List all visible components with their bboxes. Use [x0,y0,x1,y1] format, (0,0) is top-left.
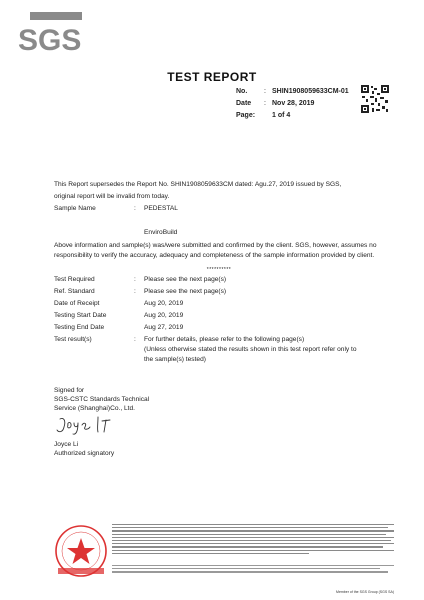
official-seal-icon [54,524,108,578]
test-required-value: Please see the next page(s) [144,276,227,283]
testing-start-label: Testing Start Date [54,312,107,319]
signatory-name: Joyce Li [54,441,79,448]
testing-end-row [54,323,384,333]
terms-fine-print [112,524,394,556]
sample-name-label: Sample Name [54,205,96,212]
testing-start-value: Aug 20, 2019 [144,312,184,319]
test-required-row: Test Required : Please see the next page(s) [54,275,384,285]
report-title: TEST REPORT [167,70,257,84]
date-receipt-value: Aug 20, 2019 [144,300,184,307]
sample-name-value: PEDESTAL [144,205,178,212]
report-no-value: SHIN1908059633CM-01 [272,88,349,95]
address-lines [112,565,394,573]
date-receipt-label: Date of Receipt [54,300,100,307]
report-date-value: Nov 28, 2019 [272,100,315,107]
date-receipt-row [54,299,384,309]
footer [54,520,394,594]
client-name: EnviroBuild [144,229,178,236]
qr-code-icon [360,84,390,114]
signature-company-line-1: SGS-CSTC Standards Technical [54,396,150,403]
test-result-line-2: (Unless otherwise stated the results shown in this test report refer only to [144,346,357,353]
testing-end-label: Testing End Date [54,324,105,331]
test-result-line-1: For further details, please refer to the following page(s) [144,336,305,343]
disclaimer: Above information and sample(s) was/were submitted and confirmed by the client. SGS, however, assumes no responsibility to verify the accuracy, adequacy and completeness of the sample information provided by client. [54,242,377,259]
signature-block [54,386,149,458]
report-no-label: No. [236,88,248,95]
test-result-line-3: the sample(s) tested) [144,356,206,363]
ref-standard-value: Please see the next page(s) [144,288,227,295]
ref-standard-row: Ref. Standard : Please see the next page(s) [54,287,384,297]
test-result-value [144,335,384,365]
testing-start-row [54,311,384,321]
supersede-line-1: This Report supersedes the Report No. SHIN1908059633CM dated: Agu.27, 2019 issued by SGS, [54,181,342,188]
sample-name-row: Sample Name : PEDESTAL [54,204,384,214]
ref-standard-label: Ref. Standard [54,288,95,295]
member-of-group: Member of the SGS Group (SGS SA) [336,590,394,594]
separator-stars: ********** [206,267,232,273]
report-meta: No. : SHIN1908059633CM-01 Date : Nov 28, 2019 Page: 1 of 4 [236,86,349,122]
test-result-label: Test result(s) [54,336,92,343]
report-page-label: Page: [236,112,256,119]
report-page-value: 1 of 4 [272,112,291,119]
report-body [54,180,384,365]
signatory-role: Authorized signatory [54,450,115,457]
handwritten-signature-icon [54,413,114,437]
sgs-logo [16,12,96,52]
signed-for: Signed for [54,387,85,394]
signature-company-line-2: Service (Shanghai)Co., Ltd. [54,405,135,412]
test-required-label: Test Required [54,276,95,283]
testing-end-value: Aug 27, 2019 [144,324,184,331]
test-result-row: Test result(s) : For further details, please refer to the following page(s) (Unless otherwise stated the results shown in this test report refer only to the sample(s) tested) [54,335,384,365]
svg-text:SGS: SGS [18,24,82,52]
report-date-label: Date [236,100,252,107]
supersede-line-2: original report will be invalid from today. [54,193,170,200]
